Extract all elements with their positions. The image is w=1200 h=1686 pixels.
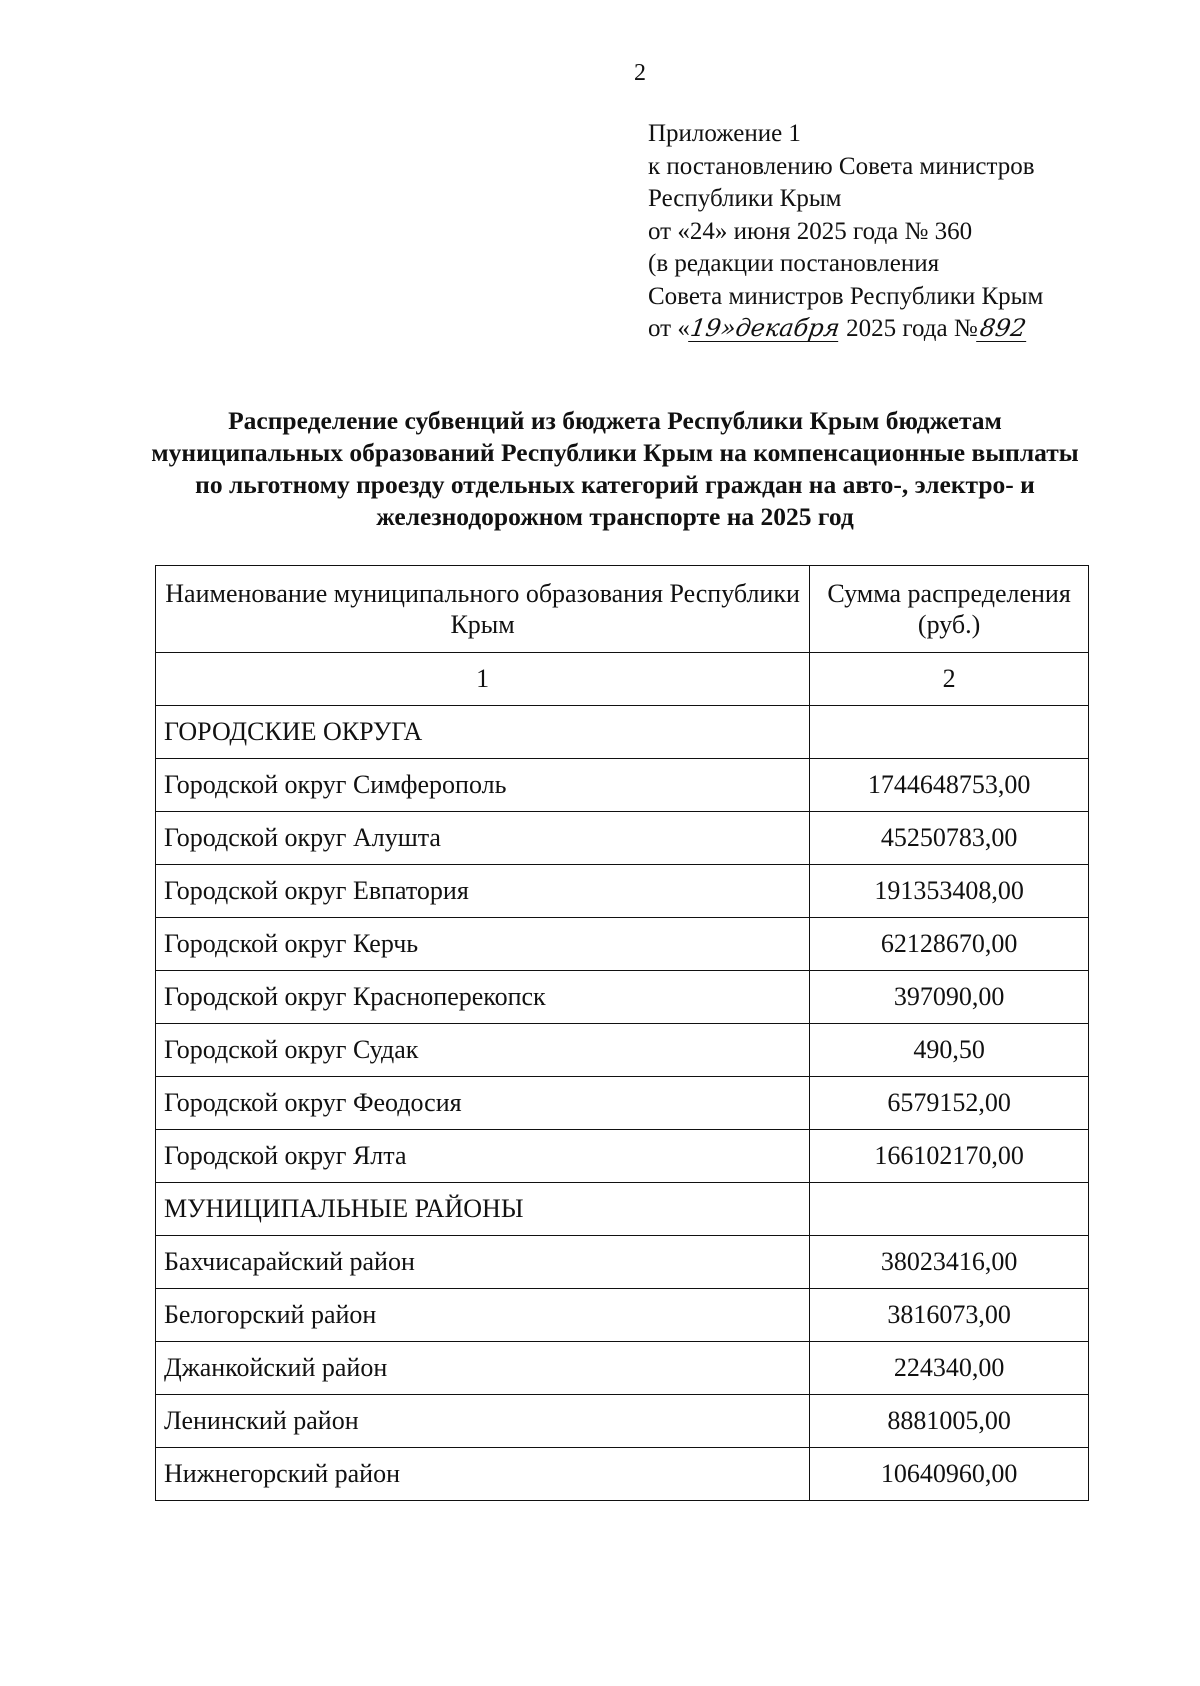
municipality-name: Городской округ Алушта xyxy=(156,812,810,865)
distribution-amount xyxy=(810,706,1089,759)
distribution-amount: 191353408,00 xyxy=(810,865,1089,918)
table-row xyxy=(156,706,1089,759)
municipality-name: Бахчисарайский район xyxy=(156,1236,810,1289)
table-row xyxy=(156,1077,1089,1130)
distribution-table xyxy=(155,565,1089,1501)
municipality-name: Городской округ Евпатория xyxy=(156,865,810,918)
distribution-amount: 8881005,00 xyxy=(810,1395,1089,1448)
table-row xyxy=(156,759,1089,812)
municipality-name: Джанкойский район xyxy=(156,1342,810,1395)
distribution-amount: 3816073,00 xyxy=(810,1289,1089,1342)
appendix-line: от «24» июня 2025 года № 360 xyxy=(648,217,973,245)
table-row xyxy=(156,1130,1089,1183)
table-row xyxy=(156,1183,1089,1236)
table-header-row xyxy=(156,566,1089,653)
table-row xyxy=(156,1395,1089,1448)
distribution-amount xyxy=(810,1183,1089,1236)
municipality-name: Городской округ Ялта xyxy=(156,1130,810,1183)
column-number: 2 xyxy=(810,653,1089,706)
table-row xyxy=(156,1448,1089,1501)
municipality-name: Городской округ Симферополь xyxy=(156,759,810,812)
municipality-name: Городской округ Феодосия xyxy=(156,1077,810,1130)
handwritten-number: 892 xyxy=(976,315,1030,342)
distribution-amount: 224340,00 xyxy=(810,1342,1089,1395)
municipality-name: Нижнегорский район xyxy=(156,1448,810,1501)
table-row xyxy=(156,1342,1089,1395)
header-name: Наименование муниципального образования Республики Крым xyxy=(156,566,810,653)
page-number: 2 xyxy=(634,60,646,86)
header-amount: Сумма распределения (руб.) xyxy=(810,566,1089,653)
distribution-amount: 1744648753,00 xyxy=(810,759,1089,812)
distribution-amount: 490,50 xyxy=(810,1024,1089,1077)
document-title: Распределение субвенций из бюджета Республики Крым бюджетам муниципальных образований Республики Крым на компенсационные выплаты по льготному проезду отдельных категорий граждан на авто-, электро- и железнодорожном транспорте на 2025 год xyxy=(151,406,1079,531)
distribution-amount: 166102170,00 xyxy=(810,1130,1089,1183)
table-row xyxy=(156,812,1089,865)
distribution-amount: 397090,00 xyxy=(810,971,1089,1024)
table-row xyxy=(156,865,1089,918)
table-row xyxy=(156,1236,1089,1289)
municipality-name: Ленинский район xyxy=(156,1395,810,1448)
table-row xyxy=(156,1289,1089,1342)
appendix-line: Совета министров Республики Крым xyxy=(648,282,1044,310)
distribution-amount: 38023416,00 xyxy=(810,1236,1089,1289)
municipality-name: ГОРОДСКИЕ ОКРУГА xyxy=(156,706,810,759)
table-row xyxy=(156,971,1089,1024)
signature-prefix: от « xyxy=(648,315,690,342)
municipality-name: Городской округ Керчь xyxy=(156,918,810,971)
column-number: 1 xyxy=(156,653,810,706)
table-row xyxy=(156,1024,1089,1077)
distribution-amount: 10640960,00 xyxy=(810,1448,1089,1501)
signature-line xyxy=(648,313,1043,346)
municipality-name: Городской округ Красноперекопск xyxy=(156,971,810,1024)
appendix-line: Приложение 1 xyxy=(648,120,801,147)
appendix-line: (в редакции постановления xyxy=(648,250,940,277)
signature-middle: 2025 года № xyxy=(846,315,978,342)
distribution-amount: 62128670,00 xyxy=(810,918,1089,971)
column-number-row xyxy=(156,653,1089,706)
municipality-name: Городской округ Судак xyxy=(156,1024,810,1077)
municipality-name: МУНИЦИПАЛЬНЫЕ РАЙОНЫ xyxy=(156,1183,810,1236)
appendix-header xyxy=(648,118,1043,346)
distribution-amount: 45250783,00 xyxy=(810,812,1089,865)
municipality-name: Белогорский район xyxy=(156,1289,810,1342)
appendix-line: Республики Крым xyxy=(648,185,842,212)
table-row xyxy=(156,918,1089,971)
appendix-line: к постановлению Совета министров xyxy=(648,152,1035,180)
distribution-amount: 6579152,00 xyxy=(810,1077,1089,1130)
handwritten-date: 19»декабря xyxy=(688,314,842,342)
